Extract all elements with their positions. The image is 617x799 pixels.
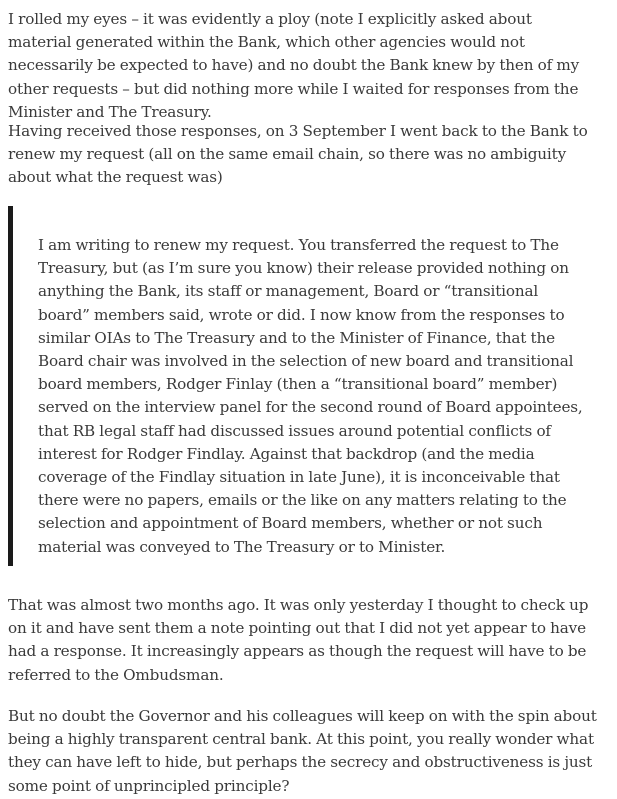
paragraph-renew-request: Having received those responses, on 3 September I went back to the Bank to renew my request (all on the same email chain, so there was no ambiguity about what the request was) (8, 122, 588, 187)
paragraph-two-months: That was almost two months ago. It was only yesterday I thought to check up on it and have sent them a note pointing out that I did not yet appear to have had a response. It increasingly appears as though the request will have to be referred to the Ombudsman. (8, 596, 589, 684)
blockquote-text: I am writing to renew my request. You transferred the request to The Treasury, but (as I’m sure you know) their release provided nothing on anything the Bank, its staff or management, Board or “transitional board” members said, wrote or did. I now know from the responses to similar OIAs to The Treasury and to the Minister of Finance, that the Board chair was involved in the selection of new board and transitional board members, Rodger Finlay (then a “transitional board” member) served on the interview panel for the second round of Board appointees, that RB legal staff had discussed issues around potential conflicts of interest for Rodger Findlay. Against that backdrop (and the media coverage of the Findlay situation in late June), it is inconceivable that there were no papers, emails or the like on any matters relating to the selection and appointment of Board members, whether or not such material was conveyed to The Treasury or to Minister. (38, 236, 583, 556)
blockquote (8, 206, 598, 566)
paragraph-ploy: I rolled my eyes – it was evidently a ploy (note I explicitly asked about material generated within the Bank, which other agencies would not necessarily be expected to have) and no doubt the Bank knew by then of my other requests – but did nothing more while I waited for responses from the Minister and The Treasury. (8, 10, 580, 121)
paragraph-conclusion: But no doubt the Governor and his colleagues will keep on with the spin about being a highly transparent central bank. At this point, you really wonder what they can have left to hide, but perhaps the secrecy and obstructiveness is just some point of unprincipled principle? (8, 707, 597, 795)
